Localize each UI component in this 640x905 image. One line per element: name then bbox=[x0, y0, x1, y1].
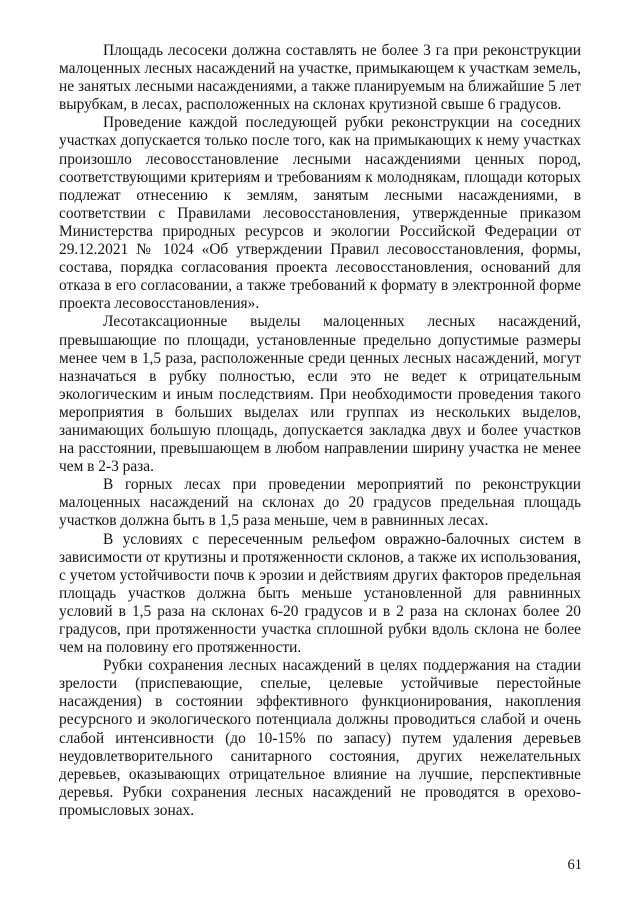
paragraph-ravine-relief: В условиях с пересеченным рельефом овражно-балочных систем в зависимости от крутизны и протяженности склонов, а также их использования, с учетом устойчивости почв к эрозии и действиям других факторов предельная площадь участков должна быть меньше установленной для равнинных условий в 1,5 раза на склонах 6-20 градусов и в 2 раза на склонах более 20 градусов, при протяженности участка сплошной рубки вдоль склона не более чем на половину его протяженности. bbox=[59, 530, 581, 657]
body-text bbox=[59, 42, 581, 820]
page-number: 61 bbox=[567, 857, 582, 873]
paragraph-conservation-cutting: Рубки сохранения лесных насаждений в целях поддержания на стадии зрелости (приспевающие, спелые, целевые устойчивые перестойные насаждения) в состоянии эффективного функционирования, накопления ресурсного и экологического потенциала должны проводиться слабой и очень слабой интенсивности (до 10-15% по запасу) путем удаления деревьев неудовлетворительного санитарного состояния, других нежелательных деревьев, оказывающих отрицательное влияние на лучшие, перспективные деревья. Рубки сохранения лесных насаждений не проводятся в орехово-промысловых зонах. bbox=[59, 657, 581, 819]
paragraph-mountain-forests: В горных лесах при проведении мероприятий по реконструкции малоценных насаждений на склонах до 20 градусов предельная площадь участков должна быть в 1,5 раза меньше, чем в равнинных лесах. bbox=[59, 476, 581, 530]
paragraph-subsequent-cutting: Проведение каждой последующей рубки реконструкции на соседних участках допускается только после того, как на примыкающих к нему участках произошло лесовосстановление лесными насаждениями ценных пород, соответствующими критериям и требованиям к молоднякам, площади которых подлежат отнесению к землям, занятым лесными насаждениями, в соответствии с Правилами лесовосстановления, утвержденные приказом Министерства природных ресурсов и экологии Российской Федерации от 29.12.2021 № 1024 «Об утверждении Правил лесовосстановления, формы, состава, порядка согласования проекта лесовосстановления, оснований для отказа в его согласовании, а также требований к формату в электронной форме проекта лесовосстановления». bbox=[59, 114, 581, 313]
paragraph-cutting-area-size: Площадь лесосеки должна составлять не более 3 га при реконструкции малоценных лесных насаждений на участке, примыкающем к участкам земель, не занятых лесными насаждениями, а также планируемым на ближайшие 5 лет вырубкам, в лесах, расположенных на склонах крутизной свыше 6 градусов. bbox=[59, 42, 581, 114]
paragraph-taxation-plots: Лесотаксационные выделы малоценных лесных насаждений, превышающие по площади, установленные предельно допустимые размеры менее чем в 1,5 раза, расположенные среди ценных лесных насаждений, могут назначаться в рубку полностью, если это не ведет к отрицательным экологическим и иным последствиям. При необходимости проведения такого мероприятия в больших выделах или группах из нескольких выделов, занимающих большую площадь, допускается закладка двух и более участков на расстоянии, превышающем в любом направлении ширину участка не менее чем в 2-3 раза. bbox=[59, 313, 581, 476]
